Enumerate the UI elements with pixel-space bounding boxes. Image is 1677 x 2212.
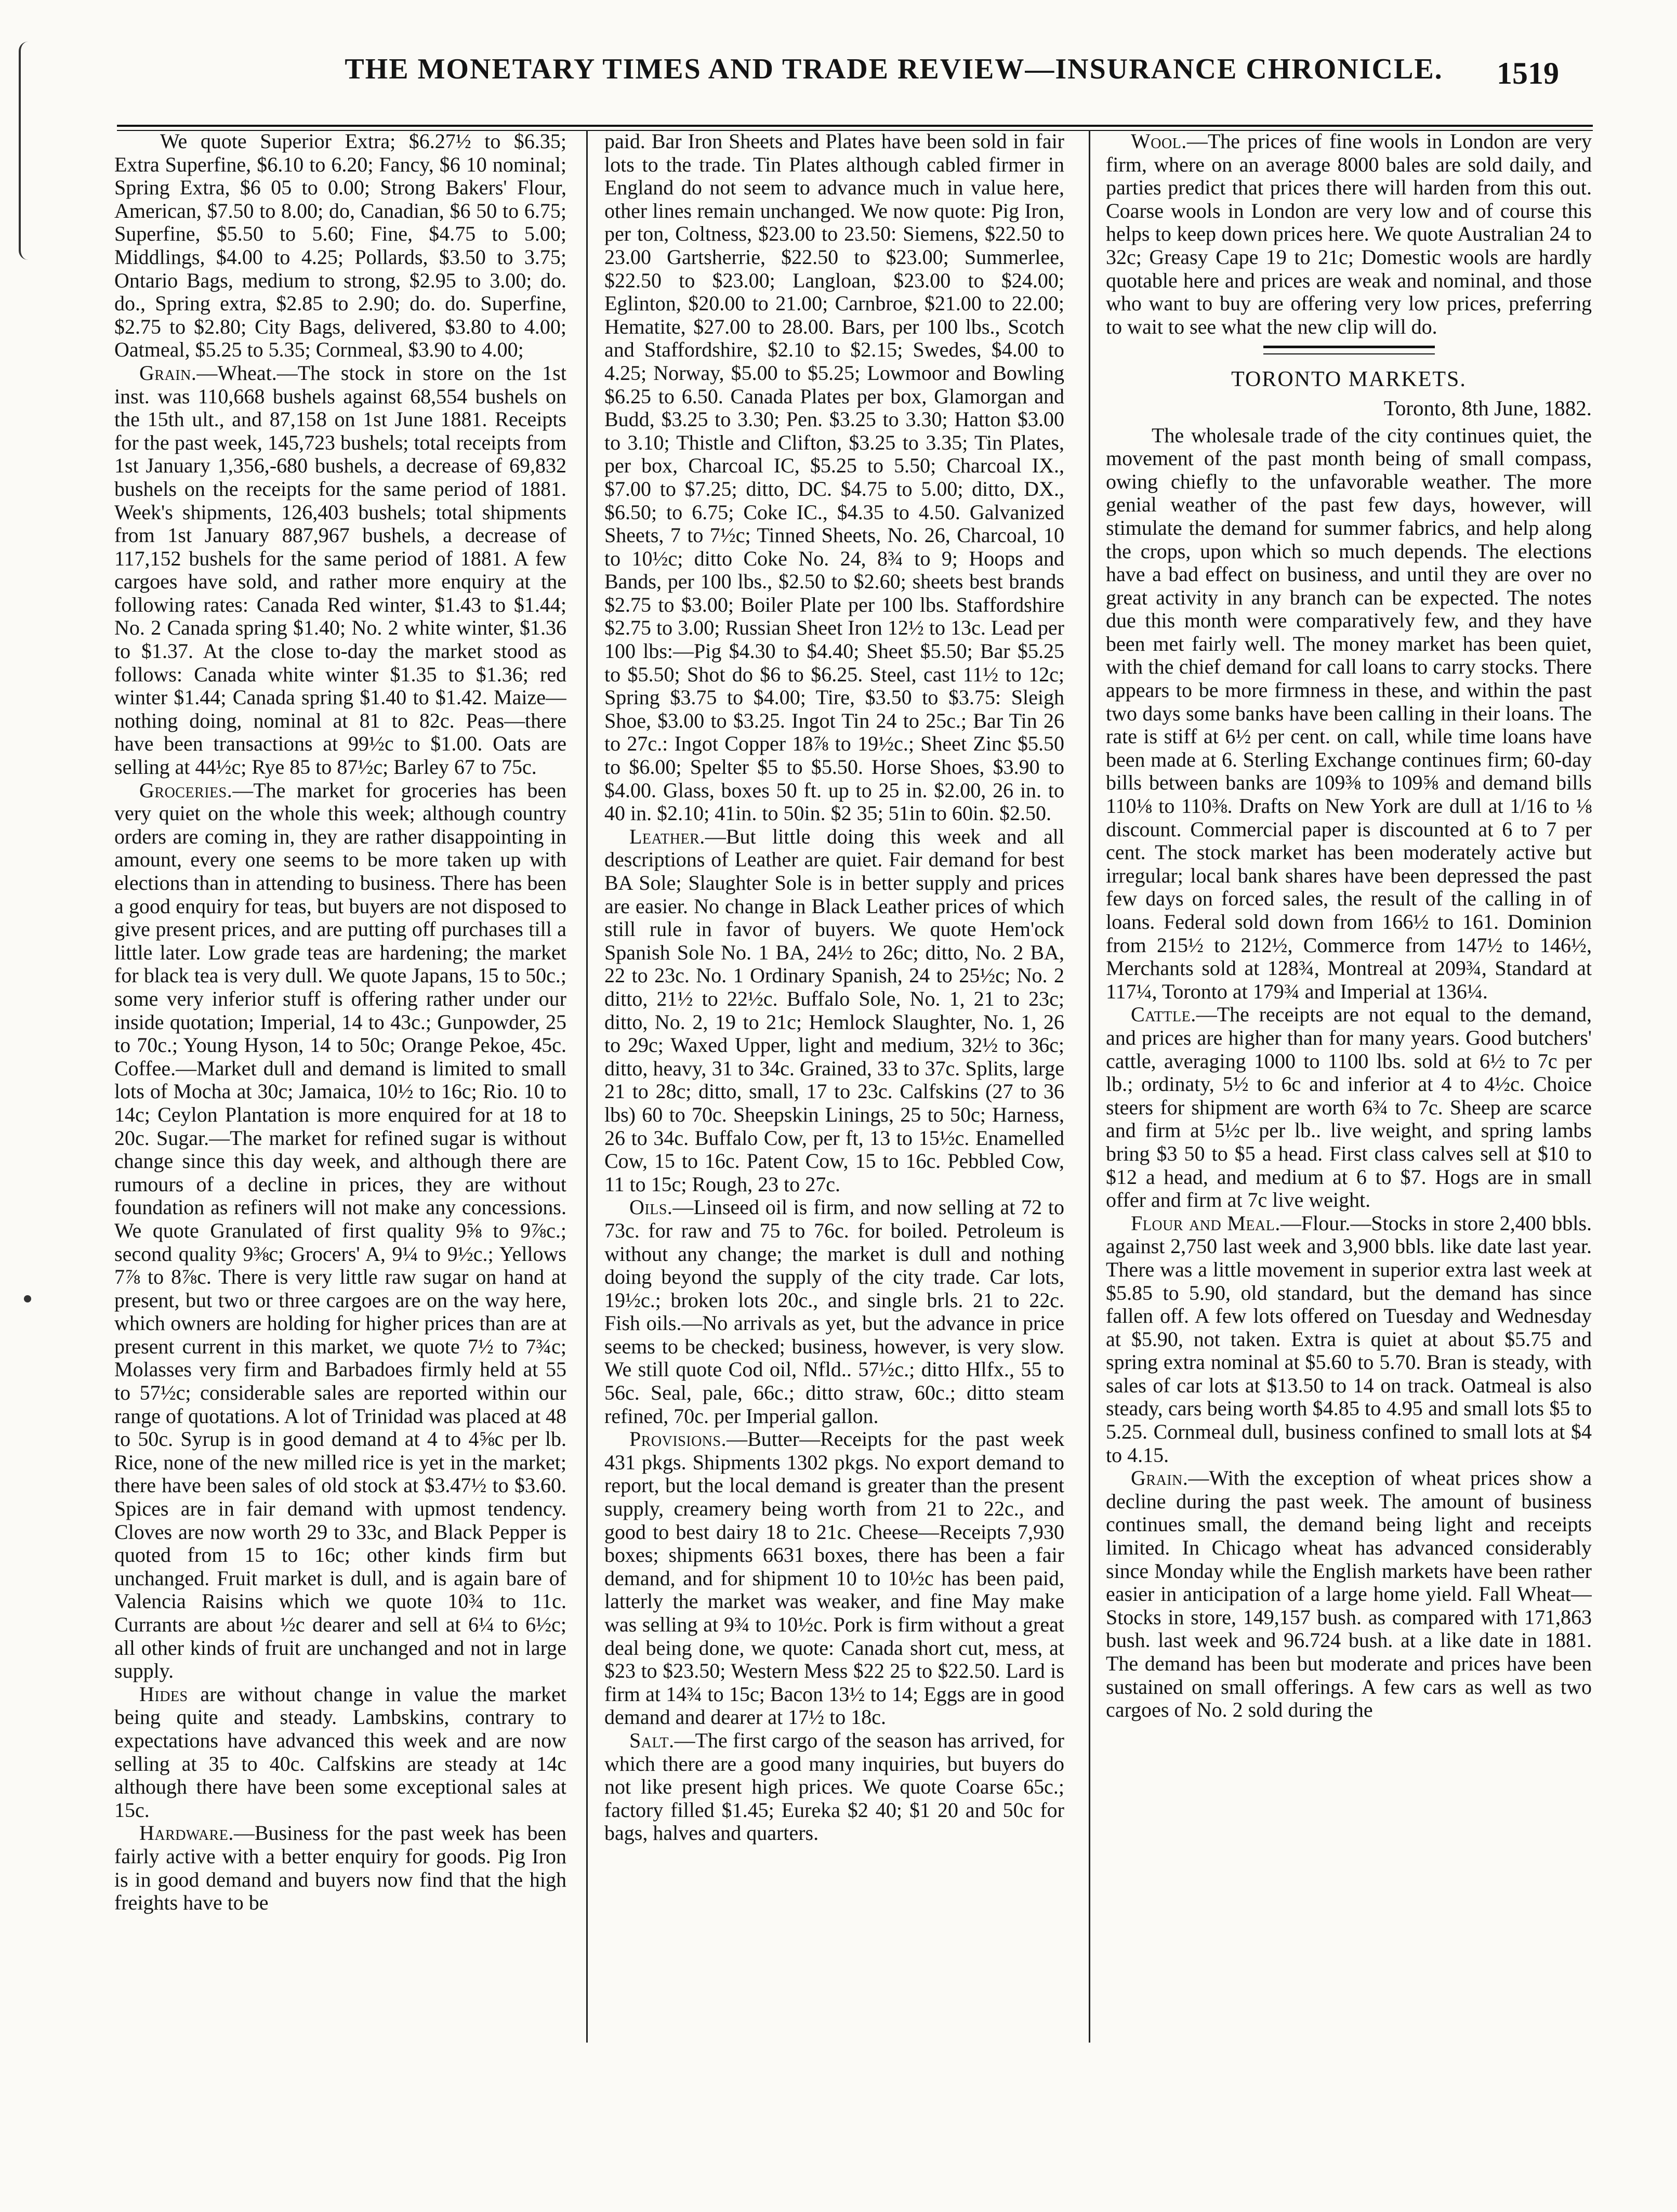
article-paragraph xyxy=(1106,1003,1592,1212)
binding-mark xyxy=(19,42,28,260)
article-paragraph xyxy=(604,1196,1064,1428)
article-paragraph xyxy=(1106,1467,1592,1722)
paragraph-text: —The prices of fine wools in London are very firm, where on an average 8000 bales are sold daily, and parties predict that prices there will harden from this out. Coarse wools in London are very low and of course this helps to keep down prices here. We quote Australian 24 to 32c; Greasy Cape 19 to 21c; Domestic wools are hardly quotable here and prices are weak and nominal, and those who want to buy are offering very low prices, preferring to wait to see what the new clip will do. xyxy=(1106,130,1592,338)
page-number: 1519 xyxy=(1497,56,1559,90)
paragraph-heading: Grain. xyxy=(139,361,197,385)
page-header xyxy=(114,46,1559,98)
article-paragraph xyxy=(114,1822,566,1914)
column-divider-1 xyxy=(586,130,588,2043)
paragraph-text: We quote Superior Extra; $6.27½ to $6.35; Extra Superfine, $6.10 to 6.20; Fancy, $6 10 nominal; Spring Extra, $6 05 to 0.00; Strong Bakers' Flour, American, $7.50 to 8.00; do, Canadian, $6 50 to 6.75; Superfine, $5.50 to 5.60; Fine, $4.75 to 5.00; Middlings, $4.00 to 4.25; Pollards, $3.50 to 3.75; Ontario Bags, medium to strong, $2.95 to 3.00; do. do., Spring extra, $2.85 to 2.90; do. do. Superfine, $2.75 to $2.80; City Bags, delivered, $3.80 to 4.00; Oatmeal, $5.25 to 5.35; Cornmeal, $3.90 to 4.00; xyxy=(114,130,566,362)
paragraph-heading: Grain. xyxy=(1131,1466,1189,1490)
article-paragraph xyxy=(604,1729,1064,1845)
title-ornament-rule xyxy=(1263,346,1435,354)
article-paragraph xyxy=(1106,424,1592,1004)
article-paragraph xyxy=(604,825,1064,1196)
column-2 xyxy=(604,130,1064,2043)
paragraph-heading: Hides xyxy=(139,1682,188,1706)
paragraph-text: —The receipts are not equal to the demand, and prices are higher than for many years. Good butchers' cattle, averaging 1000 to 1100 lbs. sold at 6½ to 7c per lb.; ordinaty, 5½ to 6c and inferior at 4 to 4½c. Choice steers for shipment are worth 6¾ to 7c. Sheep are scarce and firm at 5½c per lb.. live weight, and spring lambs bring $3 50 to $5 a head. First class calves sell at $10 to $12 a head, and medium at 6 to $7. Hogs are in small offer and firm at 7c live weight. xyxy=(1106,1003,1592,1212)
paragraph-heading: Cattle. xyxy=(1131,1003,1196,1026)
article-paragraph xyxy=(114,779,566,1683)
paragraph-text: —The market for groceries has been very quiet on the whole this week; although country orders are coming in, they are rather disappointing in amount, every one seems to be more taken up with elections than in attending to business. There has been a good enquiry for teas, but buyers are not disposed to give present prices, and are putting off purchases till a little later. Low grade teas are hardening; the market for black tea is very dull. We quote Japans, 15 to 50c.; some very inferior stuff is offering rather under our inside quotation; Imperial, 14 to 43c.; Gunpowder, 25 to 70c.; Young Hyson, 14 to 50c; Orange Pekoe, 45c. Coffee.—Market dull and demand is limited to small lots of Mocha at 30c; Jamaica, 10½ to 16c; Rio. 10 to 14c; Ceylon Plantation is more enquired for at 18 to 20c. Sugar.—The market for refined sugar is without change since this day week, and although there are rumours of a decline in prices, they are without foundation as refiners will not make any concessions. We quote Granulated of first quality 9⅝ to 9⅞c.; second quality 9⅜c; Grocers' A, 9¼ to 9½c.; Yellows 7⅞ to 8⅞c. There is very little raw sugar on hand at present, but two or three cargoes are on the way here, which owners are holding for higher prices than are at present current in this market, we quote 7½ to 7¾c; Molasses very firm and Barbadoes firmly held at 55 to 57½c; considerable sales are reported within our range of quotations. A lot of Trinidad was placed at 48 to 50c. Syrup is in good demand at 4 to 4⅝c per lb. Rice, none of the new milled rice is yet in the market; there have been sales of old stock at $3.47½ to $3.60. Spices are in fair demand with upmost tendency. Cloves are now worth 29 to 33c, and Black Pepper is quoted from 15 to 16c; other kinds firm but unchanged. Fruit market is dull, and is again bare of Valencia Raisins which we quote 10¾ to 11c. Currants are about ½c dearer and sell at 6¼ to 6½c; all other kinds of fruit are unchanged and not in large supply. xyxy=(114,778,566,1683)
paragraph-text: —Linseed oil is firm, and now selling at 72 to 73c. for raw and 75 to 76c. for boiled. Petroleum is without any change; the market is dull and nothing doing beyond the supply of the city trade. Car lots, 19½c.; broken lots 20c., and single brls. 21 to 22c. Fish oils.—No arrivals as yet, but the advance in price seems to be checked; business, however, is very slow. We still quote Cod oil, Nfld.. 57½c.; ditto Hlfx., 55 to 56c. Seal, pale, 66c.; ditto straw, 60c.; ditto steam refined, 70c. per Imperial gallon. xyxy=(604,1195,1064,1428)
paragraph-heading: Leather. xyxy=(629,824,705,848)
paragraph-text: —Butter—Receipts for the past week 431 pkgs. Shipments 1302 pkgs. No export demand to report, but the local demand is greater than the present supply, creamery being worth from 21 to 22c., and good to best dairy 18 to 21c. Cheese—Receipts 7,930 boxes; shipments 6631 boxes, there has been a fair demand, and for shipment 10 to 10½c has been paid, latterly the market was weaker, and fine May make was selling at 9¾ to 10½c. Pork is firm without a great deal being done, we quote: Canada short cut, mess, at $23 to $23.50; Western Mess $22 25 to $22.50. Lard is firm at 14¾ to 15c; Bacon 13½ to 14; Eggs are in good demand and dearer at 17½ to 18c. xyxy=(604,1427,1064,1729)
paragraph-heading: Hardware. xyxy=(139,1821,234,1845)
paragraph-text: —Flour.—Stocks in store 2,400 bbls. against 2,750 last week and 3,900 bbls. like date last year. There was a little movement in superior extra last week at $5.85 to 5.90, old standard, but the demand has since fallen off. A few lots offered on Tuesday and Wednesday at $5.90, not taken. Extra is quiet at about $5.75 and spring extra nominal at $5.60 to 5.70. Bran is steady, with sales of car lots at $13.50 to 14 on track. Oatmeal is also steady, cars being worth $4.85 to 4.95 and small lots $5 to 5.25. Cornmeal dull, business confined to small lots at $4 to 4.15. xyxy=(1106,1211,1592,1467)
article-paragraph xyxy=(114,1683,566,1822)
article-paragraph xyxy=(1106,130,1592,338)
paragraph-heading: Groceries. xyxy=(139,778,233,802)
dateline: Toronto, 8th June, 1882. xyxy=(1383,396,1592,420)
toronto-markets-title: TORONTO MARKETS. xyxy=(1106,346,1592,391)
paragraph-heading: Salt. xyxy=(629,1728,675,1752)
article-paragraph xyxy=(1106,1212,1592,1467)
article-paragraph xyxy=(114,362,566,779)
paragraph-text: paid. Bar Iron Sheets and Plates have been sold in fair lots to the trade. Tin Plates although cabled firmer in England do not seem to advance much in value here, other lines remain unchanged. We now quote: Pig Iron, per ton, Coltness, $23.00 to 23.50: Siemens, $22.50 to 23.00 Gartsherrie, $22.50 to $23.00; Summerlee, $22.50 to $23.00; Langloan, $23.00 to $24.00; Eglinton, $20.00 to 21.00; Carnbroe, $21.00 to 22.00; Hematite, $27.00 to 28.00. Bars, per 100 lbs., Scotch and Staffordshire, $2.10 to $2.15; Swedes, $4.00 to 4.25; Norway, $5.00 to $5.25; Lowmoor and Bowling $6.25 to 6.50. Canada Plates per box, Glamorgan and Budd, $3.25 to 3.30; Pen. $3.25 to 3.30; Hatton $3.00 to 3.10; Thistle and Clifton, $3.25 to 3.35; Tin Plates, per box, Charcoal IC, $5.25 to 5.50; Charcoal IX., $7.00 to $7.25; ditto, DC. $4.75 to 5.00; ditto, DX., $6.50; to 6.75; Coke IC., $4.35 to 4.50. Galvanized Sheets, 7 to 7½c; Tinned Sheets, No. 26, Charcoal, 10 to 10½c; ditto Coke No. 24, 8¾ to 9; Hoops and Bands, per 100 lbs., $2.50 to $2.60; sheets best brands $2.75 to $3.00; Boiler Plate per 100 lbs. Staffordshire $2.75 to 3.00; Russian Sheet Iron 12½ to 13c. Lead per 100 lbs:—Pig $4.30 to $4.40; Sheet $5.50; Bar $5.25 to $5.50; Shot do $6 to $6.25. Steel, cast 11½ to 12c; Spring $3.75 to $4.00; Tire, $3.50 to $3.75: Sleigh Shoe, $3.00 to $3.25. Ingot Tin 24 to 25c.; Bar Tin 26 to 27c.: Ingot Copper 18⅞ to 19½c.; Sheet Zinc $5.50 to $6.00; Spelter $5 to $5.50. Horse Shoes, $3.90 to $4.00. Glass, boxes 50 ft. up to 25 in. $2.00, 26 in. to 40 in. $2.10; 41in. to 50in. $2 35; 51in to 60in. $2.50. xyxy=(604,130,1064,825)
column-3 xyxy=(1106,130,1592,2043)
paragraph-text: are without change in value the market being quite and steady. Lambskins, contrary to expectations have advanced this week and are now selling at 35 to 40c. Calfskins are steady at 14c although there have been some exceptional sales at 15c. xyxy=(114,1682,566,1822)
margin-dot xyxy=(24,1295,31,1302)
article-paragraph xyxy=(114,130,566,362)
paragraph-text: The wholesale trade of the city continues quiet, the movement of the past month being of small compass, owing chiefly to the unfavorable weather. The more genial weather of the past few days, however, will stimulate the demand for summer fabrics, and help along the crops, upon which so much depends. The elections have a bad effect on business, and until they are over no great activity in any branch can be expected. The notes due this month were comparatively few, and they have been met fairly well. The money market has been quiet, with the chief demand for call loans to carry stocks. There appears to be more firmness in these, and within the past two days some banks have been calling in their loans. The rate is stiff at 6½ per cent. on call, while time loans have been made at 6. Sterling Exchange continues firm; 60-day bills between banks are 109⅜ to 109⅝ and demand bills 110⅛ to 110⅜. Drafts on New York are dull at 1/16 to ⅛ discount. Commercial paper is discounted at 6 to 7 per cent. The stock market has been moderately active but irregular; local bank shares have been depressed the past few days on forced sales, the result of the calling in of loans. Federal sold down from 166½ to 161. Dominion from 215½ to 212½, Commerce from 147½ to 146½, Merchants sold at 128¾, Montreal at 209¾, Standard at 117¼, Toronto at 179¾ and Imperial at 136¼. xyxy=(1106,423,1592,1003)
paragraph-text: —But little doing this week and all descriptions of Leather are quiet. Fair demand for best BA Sole; Slaughter Sole is in better supply and prices are easier. No change in Black Leather prices of which still rule in favor of buyers. We quote Hem'ock Spanish Sole No. 1 BA, 24½ to 26c; ditto, No. 2 BA, 22 to 23c. No. 1 Ordinary Spanish, 24 to 25½c; No. 2 ditto, 21½ to 22½c. Buffalo Sole, No. 1, 21 to 23c; ditto, No. 2, 19 to 21c; Hemlock Slaughter, No. 1, 26 to 29c; Waxed Upper, light and medium, 32½ to 36c; ditto, heavy, 31 to 34c. Grained, 33 to 37c. Splits, large 21 to 28c; ditto, small, 17 to 23c. Calfskins (27 to 36 lbs) 60 to 70c. Sheepskin Linings, 25 to 50c; Harness, 26 to 34c. Buffalo Cow, per ft, 13 to 15½c. Enamelled Cow, 15 to 16c. Patent Cow, 15 to 16c. Pebbled Cow, 11 to 15c; Rough, 23 to 27c. xyxy=(604,824,1064,1196)
article-paragraph xyxy=(604,1428,1064,1729)
paragraph-heading: Wool. xyxy=(1131,130,1187,153)
paragraph-heading: Oils. xyxy=(629,1195,673,1219)
masthead: THE MONETARY TIMES AND TRADE REVIEW—INSURANCE CHRONICLE. xyxy=(345,53,1443,85)
paragraph-text: —Business for the past week has been fairly active with a better enquiry for goods. Pig Iron is in good demand and buyers now find that the high freights have to be xyxy=(114,1821,566,1915)
paragraph-text: —With the exception of wheat prices show a decline during the past week. The amount of business continues small, the demand being light and receipts limited. In Chicago wheat has advanced considerably since Monday while the English markets have been rather easier in anticipation of a large home yield. Fall Wheat—Stocks in store, 149,157 bush. as compared with 171,863 bush. last week and 96.724 bush. at a like date in 1881. The demand has been but moderate and prices have been sustained on small offerings. A few cars as well as two cargoes of No. 2 sold during the xyxy=(1106,1466,1592,1722)
column-1 xyxy=(114,130,566,2043)
paragraph-heading: Provisions. xyxy=(629,1427,727,1451)
article-paragraph xyxy=(604,130,1064,825)
paragraph-text: —Wheat.—The stock in store on the 1st inst. was 110,668 bushels against 68,554 bushels on the 15th ult., and 87,158 on 1st June 1881. Receipts for the past week, 145,723 bushels; total receipts from 1st January 1,356,-680 bushels, a decrease of 69,832 bushels on the receipts for the same period of 1881. Week's shipments, 126,403 bushels; total shipments from 1st January 887,967 bushels, a decrease of 117,152 bushels for the same period of 1881. A few cargoes have sold, and rather more enquiry at the following rates: Canada Red winter, $1.43 to $1.44; No. 2 Canada spring $1.40; No. 2 white winter, $1.36 to $1.37. At the close to-day the market stood as follows: Canada white winter $1.35 to $1.36; red winter $1.44; Canada spring $1.40 to $1.42. Maize—nothing doing, nominal at 81 to 82c. Peas—there have been transactions at 99½c to $1.00. Oats are selling at 44½c; Rye 85 to 87½c; Barley 67 to 75c. xyxy=(114,361,566,779)
paragraph-text: —The first cargo of the season has arrived, for which there are a good many inquiries, but buyers do not like present high prices. We quote Coarse 65c.; factory filled $1.45; Eureka $2 40; $1 20 and 50c for bags, halves and quarters. xyxy=(604,1728,1064,1845)
column-divider-2 xyxy=(1089,130,1090,2043)
paragraph-heading: Flour and Meal. xyxy=(1131,1211,1280,1235)
